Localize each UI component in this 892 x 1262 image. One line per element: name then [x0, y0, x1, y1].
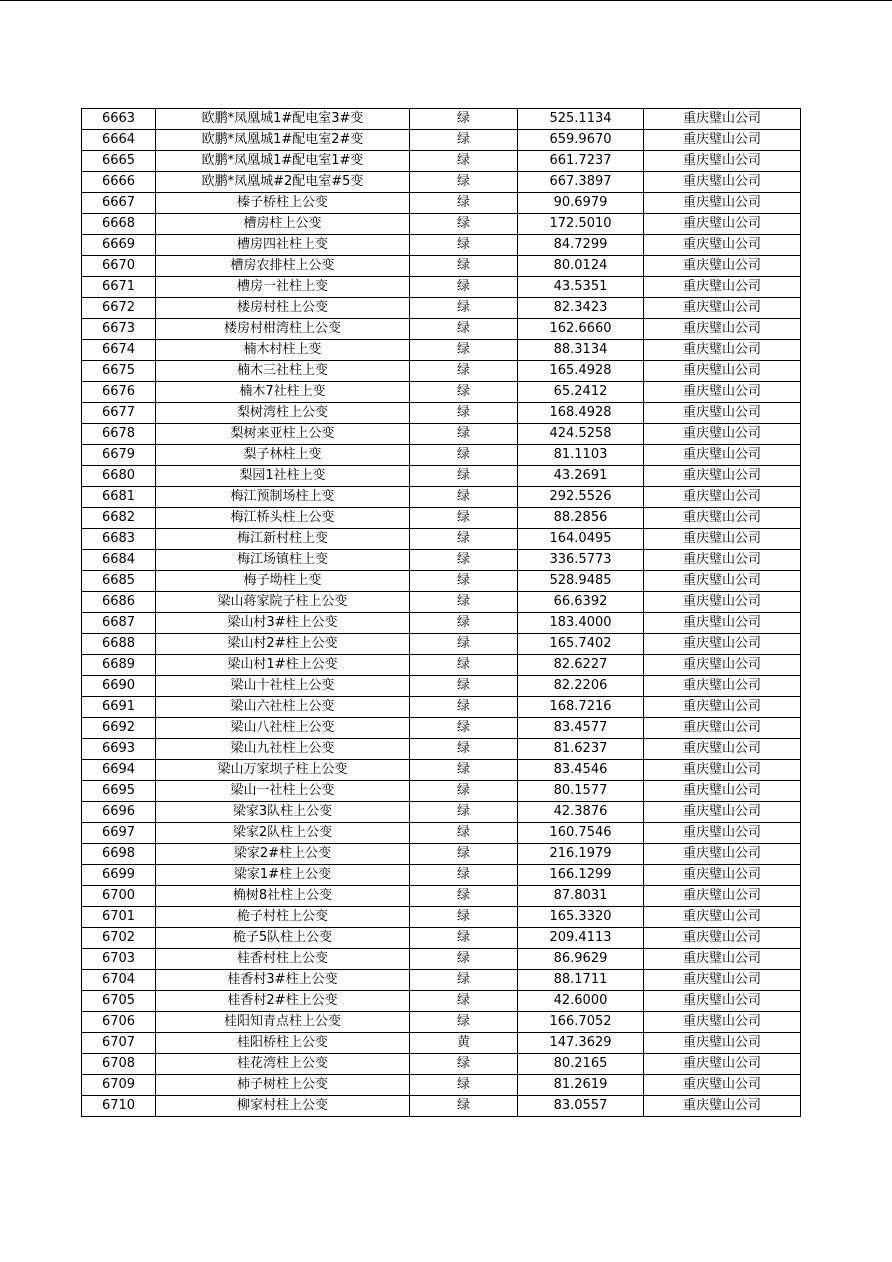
status-color-cell: 绿: [410, 277, 518, 298]
value-cell: 80.2165: [518, 1054, 644, 1075]
row-id-cell: 6679: [82, 445, 156, 466]
company-cell: 重庆璧山公司: [644, 277, 801, 298]
row-id-cell: 6703: [82, 949, 156, 970]
status-color-cell: 绿: [410, 844, 518, 865]
value-cell: 88.2856: [518, 508, 644, 529]
value-cell: 87.8031: [518, 886, 644, 907]
transformer-name-cell: 梁家2#柱上公变: [156, 844, 410, 865]
table-row: [82, 151, 801, 172]
status-color-cell: 绿: [410, 235, 518, 256]
company-cell: 重庆璧山公司: [644, 130, 801, 151]
company-cell: 重庆璧山公司: [644, 235, 801, 256]
status-color-cell: 绿: [410, 130, 518, 151]
status-color-cell: 绿: [410, 298, 518, 319]
transformer-name-cell: 楠木村柱上变: [156, 340, 410, 361]
table-row: [82, 949, 801, 970]
company-cell: 重庆璧山公司: [644, 151, 801, 172]
value-cell: 86.9629: [518, 949, 644, 970]
status-color-cell: 绿: [410, 571, 518, 592]
company-cell: 重庆璧山公司: [644, 487, 801, 508]
transformer-name-cell: 柿子树柱上公变: [156, 1075, 410, 1096]
transformer-name-cell: 梁山一社柱上公变: [156, 781, 410, 802]
table-row: [82, 1054, 801, 1075]
table-row: [82, 130, 801, 151]
row-id-cell: 6673: [82, 319, 156, 340]
company-cell: 重庆璧山公司: [644, 1096, 801, 1117]
transformer-name-cell: 梨子林柱上变: [156, 445, 410, 466]
status-color-cell: 绿: [410, 193, 518, 214]
table-row: [82, 340, 801, 361]
table-row: [82, 655, 801, 676]
status-color-cell: 绿: [410, 445, 518, 466]
status-color-cell: 绿: [410, 256, 518, 277]
row-id-cell: 6666: [82, 172, 156, 193]
status-color-cell: 绿: [410, 886, 518, 907]
value-cell: 162.6660: [518, 319, 644, 340]
table-row: [82, 760, 801, 781]
row-id-cell: 6686: [82, 592, 156, 613]
table-row: [82, 277, 801, 298]
row-id-cell: 6688: [82, 634, 156, 655]
transformer-name-cell: 槽房农排柱上公变: [156, 256, 410, 277]
transformer-name-cell: 桂香村柱上公变: [156, 949, 410, 970]
value-cell: 166.7052: [518, 1012, 644, 1033]
table-row: [82, 298, 801, 319]
status-color-cell: 绿: [410, 613, 518, 634]
value-cell: 42.3876: [518, 802, 644, 823]
table-row: [82, 1096, 801, 1117]
company-cell: 重庆璧山公司: [644, 697, 801, 718]
value-cell: 336.5773: [518, 550, 644, 571]
table-row: [82, 1012, 801, 1033]
company-cell: 重庆璧山公司: [644, 109, 801, 130]
value-cell: 292.5526: [518, 487, 644, 508]
value-cell: 165.4928: [518, 361, 644, 382]
table-row: [82, 592, 801, 613]
table-row: [82, 214, 801, 235]
row-id-cell: 6681: [82, 487, 156, 508]
status-color-cell: 绿: [410, 907, 518, 928]
company-cell: 重庆璧山公司: [644, 970, 801, 991]
company-cell: 重庆璧山公司: [644, 424, 801, 445]
transformer-name-cell: 梁山十社柱上公变: [156, 676, 410, 697]
transformer-name-cell: 梁山村2#柱上公变: [156, 634, 410, 655]
table-row: [82, 382, 801, 403]
company-cell: 重庆璧山公司: [644, 865, 801, 886]
value-cell: 165.3320: [518, 907, 644, 928]
table-row: [82, 1033, 801, 1054]
row-id-cell: 6701: [82, 907, 156, 928]
row-id-cell: 6694: [82, 760, 156, 781]
transformer-name-cell: 槽房四社柱上变: [156, 235, 410, 256]
table-row: [82, 907, 801, 928]
transformer-name-cell: 欧鹏*凤凰城1#配电室1#变: [156, 151, 410, 172]
row-id-cell: 6707: [82, 1033, 156, 1054]
table-row: [82, 718, 801, 739]
status-color-cell: 绿: [410, 949, 518, 970]
row-id-cell: 6689: [82, 655, 156, 676]
table-row: [82, 676, 801, 697]
row-id-cell: 6682: [82, 508, 156, 529]
page-top-border: [0, 0, 892, 1]
status-color-cell: 绿: [410, 529, 518, 550]
value-cell: 80.1577: [518, 781, 644, 802]
value-cell: 667.3897: [518, 172, 644, 193]
row-id-cell: 6709: [82, 1075, 156, 1096]
table-row: [82, 193, 801, 214]
row-id-cell: 6697: [82, 823, 156, 844]
transformer-name-cell: 桂花湾柱上公变: [156, 1054, 410, 1075]
row-id-cell: 6672: [82, 298, 156, 319]
row-id-cell: 6708: [82, 1054, 156, 1075]
transformer-name-cell: 欧鹏*凤凰城1#配电室2#变: [156, 130, 410, 151]
row-id-cell: 6702: [82, 928, 156, 949]
value-cell: 42.6000: [518, 991, 644, 1012]
status-color-cell: 绿: [410, 592, 518, 613]
company-cell: 重庆璧山公司: [644, 949, 801, 970]
transformer-name-cell: 桅子5队柱上公变: [156, 928, 410, 949]
row-id-cell: 6710: [82, 1096, 156, 1117]
row-id-cell: 6687: [82, 613, 156, 634]
value-cell: 43.5351: [518, 277, 644, 298]
company-cell: 重庆璧山公司: [644, 445, 801, 466]
transformer-name-cell: 梁山九社柱上公变: [156, 739, 410, 760]
company-cell: 重庆璧山公司: [644, 613, 801, 634]
value-cell: 90.6979: [518, 193, 644, 214]
row-id-cell: 6665: [82, 151, 156, 172]
value-cell: 88.1711: [518, 970, 644, 991]
status-color-cell: 绿: [410, 172, 518, 193]
transformer-name-cell: 梁山六社柱上公变: [156, 697, 410, 718]
value-cell: 528.9485: [518, 571, 644, 592]
company-cell: 重庆璧山公司: [644, 298, 801, 319]
transformer-name-cell: 梁家3队柱上公变: [156, 802, 410, 823]
company-cell: 重庆璧山公司: [644, 781, 801, 802]
status-color-cell: 绿: [410, 739, 518, 760]
company-cell: 重庆璧山公司: [644, 1075, 801, 1096]
table-row: [82, 109, 801, 130]
table-row: [82, 781, 801, 802]
company-cell: 重庆璧山公司: [644, 550, 801, 571]
status-color-cell: 绿: [410, 109, 518, 130]
transformer-name-cell: 榛子桥柱上公变: [156, 193, 410, 214]
value-cell: 81.1103: [518, 445, 644, 466]
status-color-cell: 绿: [410, 550, 518, 571]
transformer-name-cell: 楠木7社柱上变: [156, 382, 410, 403]
status-color-cell: 绿: [410, 1096, 518, 1117]
company-cell: 重庆璧山公司: [644, 655, 801, 676]
company-cell: 重庆璧山公司: [644, 214, 801, 235]
status-color-cell: 绿: [410, 781, 518, 802]
status-color-cell: 绿: [410, 802, 518, 823]
table-row: [82, 508, 801, 529]
value-cell: 424.5258: [518, 424, 644, 445]
status-color-cell: 绿: [410, 487, 518, 508]
table-row: [82, 172, 801, 193]
status-color-cell: 绿: [410, 1012, 518, 1033]
table-row: [82, 886, 801, 907]
company-cell: 重庆璧山公司: [644, 592, 801, 613]
transformer-name-cell: 梁山万家坝子柱上公变: [156, 760, 410, 781]
row-id-cell: 6674: [82, 340, 156, 361]
company-cell: 重庆璧山公司: [644, 844, 801, 865]
transformer-name-cell: 梁山蒋家院子柱上公变: [156, 592, 410, 613]
table-row: [82, 928, 801, 949]
status-color-cell: 绿: [410, 403, 518, 424]
status-color-cell: 绿: [410, 970, 518, 991]
company-cell: 重庆璧山公司: [644, 1033, 801, 1054]
value-cell: 172.5010: [518, 214, 644, 235]
row-id-cell: 6684: [82, 550, 156, 571]
transformer-name-cell: 桂香村3#柱上公变: [156, 970, 410, 991]
transformer-name-cell: 梁家1#柱上公变: [156, 865, 410, 886]
value-cell: 80.0124: [518, 256, 644, 277]
status-color-cell: 绿: [410, 1075, 518, 1096]
transformer-name-cell: 桂阳桥柱上公变: [156, 1033, 410, 1054]
company-cell: 重庆璧山公司: [644, 256, 801, 277]
row-id-cell: 6663: [82, 109, 156, 130]
value-cell: 168.7216: [518, 697, 644, 718]
value-cell: 82.2206: [518, 676, 644, 697]
status-color-cell: 绿: [410, 319, 518, 340]
value-cell: 160.7546: [518, 823, 644, 844]
value-cell: 83.4577: [518, 718, 644, 739]
company-cell: 重庆璧山公司: [644, 508, 801, 529]
status-color-cell: 绿: [410, 823, 518, 844]
value-cell: 216.1979: [518, 844, 644, 865]
status-color-cell: 绿: [410, 424, 518, 445]
transformer-name-cell: 桂阳知青点柱上公变: [156, 1012, 410, 1033]
table-row: [82, 319, 801, 340]
table-row: [82, 865, 801, 886]
table-row: [82, 613, 801, 634]
row-id-cell: 6670: [82, 256, 156, 277]
company-cell: 重庆璧山公司: [644, 529, 801, 550]
value-cell: 661.7237: [518, 151, 644, 172]
transformer-name-cell: 梁山村1#柱上公变: [156, 655, 410, 676]
value-cell: 82.3423: [518, 298, 644, 319]
company-cell: 重庆璧山公司: [644, 172, 801, 193]
row-id-cell: 6690: [82, 676, 156, 697]
company-cell: 重庆璧山公司: [644, 403, 801, 424]
company-cell: 重庆璧山公司: [644, 718, 801, 739]
row-id-cell: 6669: [82, 235, 156, 256]
row-id-cell: 6704: [82, 970, 156, 991]
status-color-cell: 绿: [410, 865, 518, 886]
row-id-cell: 6664: [82, 130, 156, 151]
status-color-cell: 绿: [410, 382, 518, 403]
company-cell: 重庆璧山公司: [644, 676, 801, 697]
company-cell: 重庆璧山公司: [644, 886, 801, 907]
value-cell: 81.2619: [518, 1075, 644, 1096]
company-cell: 重庆璧山公司: [644, 1054, 801, 1075]
company-cell: 重庆璧山公司: [644, 823, 801, 844]
table-row: [82, 697, 801, 718]
row-id-cell: 6680: [82, 466, 156, 487]
status-color-cell: 绿: [410, 361, 518, 382]
company-cell: 重庆璧山公司: [644, 1012, 801, 1033]
table-body: [82, 109, 801, 1117]
company-cell: 重庆璧山公司: [644, 466, 801, 487]
value-cell: 83.0557: [518, 1096, 644, 1117]
row-id-cell: 6668: [82, 214, 156, 235]
transformer-name-cell: 梁山村3#柱上公变: [156, 613, 410, 634]
row-id-cell: 6667: [82, 193, 156, 214]
status-color-cell: 绿: [410, 655, 518, 676]
transformer-name-cell: 槽房一社柱上变: [156, 277, 410, 298]
value-cell: 183.4000: [518, 613, 644, 634]
transformer-name-cell: 桂香村2#柱上公变: [156, 991, 410, 1012]
value-cell: 82.6227: [518, 655, 644, 676]
status-color-cell: 绿: [410, 991, 518, 1012]
transformer-name-cell: 梨树来亚柱上公变: [156, 424, 410, 445]
table-row: [82, 256, 801, 277]
row-id-cell: 6671: [82, 277, 156, 298]
value-cell: 659.9670: [518, 130, 644, 151]
status-color-cell: 黄: [410, 1033, 518, 1054]
row-id-cell: 6696: [82, 802, 156, 823]
transformer-name-cell: 桷树8社柱上公变: [156, 886, 410, 907]
value-cell: 81.6237: [518, 739, 644, 760]
table-row: [82, 487, 801, 508]
row-id-cell: 6683: [82, 529, 156, 550]
row-id-cell: 6706: [82, 1012, 156, 1033]
table-row: [82, 445, 801, 466]
row-id-cell: 6678: [82, 424, 156, 445]
transformer-name-cell: 楠木三社柱上变: [156, 361, 410, 382]
table-row: [82, 1075, 801, 1096]
transformer-name-cell: 桅子村柱上公变: [156, 907, 410, 928]
row-id-cell: 6685: [82, 571, 156, 592]
value-cell: 43.2691: [518, 466, 644, 487]
row-id-cell: 6695: [82, 781, 156, 802]
company-cell: 重庆璧山公司: [644, 907, 801, 928]
table-row: [82, 529, 801, 550]
table-row: [82, 424, 801, 445]
transformer-name-cell: 梁山八社柱上公变: [156, 718, 410, 739]
table-row: [82, 970, 801, 991]
row-id-cell: 6693: [82, 739, 156, 760]
transformer-name-cell: 欧鹏*凤凰城1#配电室3#变: [156, 109, 410, 130]
table-row: [82, 550, 801, 571]
transformer-name-cell: 槽房柱上公变: [156, 214, 410, 235]
status-color-cell: 绿: [410, 508, 518, 529]
row-id-cell: 6698: [82, 844, 156, 865]
status-color-cell: 绿: [410, 760, 518, 781]
transformer-name-cell: 梅江新村柱上变: [156, 529, 410, 550]
row-id-cell: 6691: [82, 697, 156, 718]
table-row: [82, 823, 801, 844]
transformer-table: [81, 108, 801, 1117]
company-cell: 重庆璧山公司: [644, 382, 801, 403]
table-row: [82, 991, 801, 1012]
row-id-cell: 6692: [82, 718, 156, 739]
company-cell: 重庆璧山公司: [644, 928, 801, 949]
transformer-name-cell: 柳家村柱上公变: [156, 1096, 410, 1117]
table-row: [82, 235, 801, 256]
transformer-name-cell: 梅江预制场柱上变: [156, 487, 410, 508]
company-cell: 重庆璧山公司: [644, 340, 801, 361]
status-color-cell: 绿: [410, 151, 518, 172]
row-id-cell: 6700: [82, 886, 156, 907]
status-color-cell: 绿: [410, 340, 518, 361]
company-cell: 重庆璧山公司: [644, 193, 801, 214]
status-color-cell: 绿: [410, 466, 518, 487]
transformer-name-cell: 梨树湾柱上公变: [156, 403, 410, 424]
row-id-cell: 6675: [82, 361, 156, 382]
transformer-name-cell: 梅江桥头柱上公变: [156, 508, 410, 529]
value-cell: 83.4546: [518, 760, 644, 781]
table-row: [82, 403, 801, 424]
value-cell: 147.3629: [518, 1033, 644, 1054]
value-cell: 166.1299: [518, 865, 644, 886]
value-cell: 165.7402: [518, 634, 644, 655]
table-row: [82, 361, 801, 382]
company-cell: 重庆璧山公司: [644, 760, 801, 781]
status-color-cell: 绿: [410, 718, 518, 739]
company-cell: 重庆璧山公司: [644, 634, 801, 655]
transformer-name-cell: 楼房村柑湾柱上公变: [156, 319, 410, 340]
company-cell: 重庆璧山公司: [644, 991, 801, 1012]
value-cell: 164.0495: [518, 529, 644, 550]
transformer-name-cell: 欧鹏*凤凰城#2配电室#5变: [156, 172, 410, 193]
status-color-cell: 绿: [410, 697, 518, 718]
status-color-cell: 绿: [410, 1054, 518, 1075]
row-id-cell: 6699: [82, 865, 156, 886]
value-cell: 209.4113: [518, 928, 644, 949]
transformer-name-cell: 梅子坳柱上变: [156, 571, 410, 592]
company-cell: 重庆璧山公司: [644, 571, 801, 592]
company-cell: 重庆璧山公司: [644, 739, 801, 760]
transformer-name-cell: 梨园1社柱上变: [156, 466, 410, 487]
company-cell: 重庆璧山公司: [644, 802, 801, 823]
transformer-name-cell: 楼房村柱上公变: [156, 298, 410, 319]
row-id-cell: 6676: [82, 382, 156, 403]
table-row: [82, 634, 801, 655]
status-color-cell: 绿: [410, 634, 518, 655]
transformer-name-cell: 梁家2队柱上公变: [156, 823, 410, 844]
status-color-cell: 绿: [410, 676, 518, 697]
value-cell: 84.7299: [518, 235, 644, 256]
value-cell: 88.3134: [518, 340, 644, 361]
row-id-cell: 6705: [82, 991, 156, 1012]
value-cell: 65.2412: [518, 382, 644, 403]
status-color-cell: 绿: [410, 214, 518, 235]
status-color-cell: 绿: [410, 928, 518, 949]
table-row: [82, 571, 801, 592]
value-cell: 168.4928: [518, 403, 644, 424]
company-cell: 重庆璧山公司: [644, 319, 801, 340]
table-row: [82, 802, 801, 823]
table-row: [82, 739, 801, 760]
table-row: [82, 844, 801, 865]
value-cell: 525.1134: [518, 109, 644, 130]
value-cell: 66.6392: [518, 592, 644, 613]
row-id-cell: 6677: [82, 403, 156, 424]
table-row: [82, 466, 801, 487]
company-cell: 重庆璧山公司: [644, 361, 801, 382]
transformer-name-cell: 梅江场镇柱上变: [156, 550, 410, 571]
